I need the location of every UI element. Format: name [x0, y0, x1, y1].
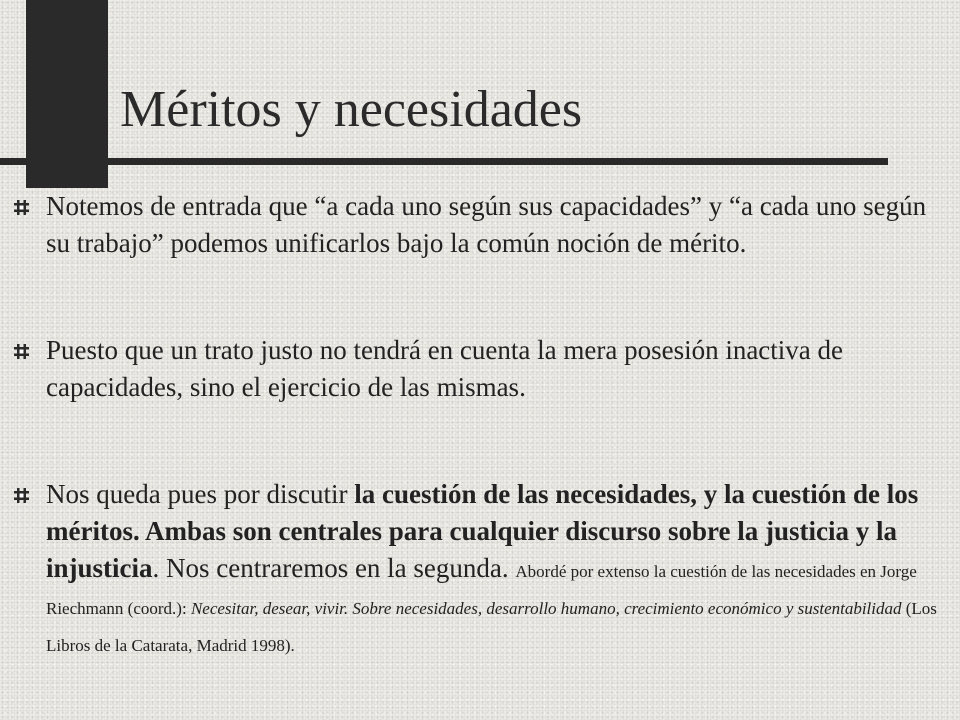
footnote-publisher: (Los Libros de la Catarata, Madrid 1998). [46, 599, 937, 655]
bullet-item [46, 476, 946, 661]
slide-title: Méritos y necesidades [120, 81, 583, 138]
hash-bullet-icon [14, 488, 29, 503]
bullet-after-bold-text: . Nos centraremos en la segunda. [152, 553, 516, 583]
hash-bullet-icon [14, 344, 29, 359]
bullet-item: Notemos de entrada que “a cada uno según sus capacidades” y “a cada uno según su trabajo” podemos unificarlos bajo la común noción de mérito. [46, 191, 927, 258]
bullet-item: Puesto que un trato justo no tendrá en cuenta la mera posesión inactiva de capacidades, sino el ejercicio de las mismas. [46, 335, 844, 402]
footnote-intro: Abordé por extenso la cuestión de las necesidades en Jorge Riechmann (coord.): [46, 562, 917, 618]
bullet-intro-text: Nos queda pues por discutir [46, 479, 355, 509]
bullet-bold-text: la cuestión de las necesidades, y la cuestión de los méritos. Ambas son centrales para cualquier discurso sobre la justicia y la injusticia [46, 479, 919, 583]
footnote-book-title: Necesitar, desear, vivir. Sobre necesidades, desarrollo humano, crecimiento económico y sustentabilidad [190, 599, 902, 618]
hash-bullet-icon [14, 200, 29, 215]
